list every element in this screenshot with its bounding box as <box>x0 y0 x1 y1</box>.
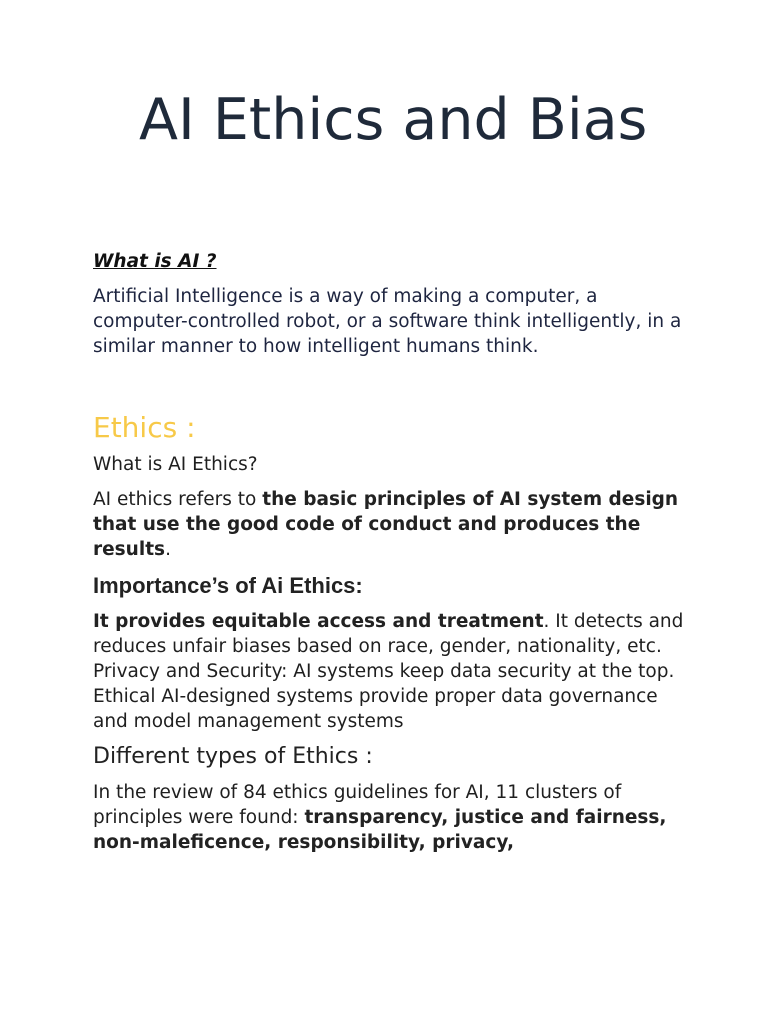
types-bold: transparency, justice and fairness, non-maleficence, responsibility, privacy, <box>93 807 667 853</box>
ai-ethics-question: What is AI Ethics? <box>93 454 258 475</box>
types-heading: Different types of Ethics : <box>93 744 373 769</box>
importance-paragraph <box>93 609 693 734</box>
document-title: AI Ethics and Bias <box>139 87 648 153</box>
definition-bold: the basic principles of AI system design that use the good code of conduct and produces the results <box>93 489 679 560</box>
ethics-heading: Ethics : <box>93 411 196 444</box>
document-body <box>93 250 693 855</box>
importance-bold: It provides equitable access and treatment <box>93 611 544 632</box>
ai-ethics-definition <box>93 487 693 562</box>
what-is-ai-paragraph: Artificial Intelligence is a way of making a computer, a computer-controlled robot, or a software think intelligently, in a similar manner to how intelligent humans think. <box>93 286 682 357</box>
importance-heading: Importance’s of Ai Ethics: <box>93 573 363 598</box>
types-paragraph <box>93 780 693 855</box>
importance-rest: . It detects and reduces unfair biases based on race, gender, nationality, etc. Privacy and Security: AI systems keep data security at the top. Ethical AI-designed systems provide proper data governance and model management systems <box>93 611 684 732</box>
types-prefix: In the review of 84 ethics guidelines for AI, 11 clusters of principles were found: <box>93 782 622 828</box>
what-is-ai-heading: What is AI ? <box>93 251 217 272</box>
definition-prefix: AI ethics refers to <box>93 489 263 510</box>
definition-suffix: . <box>165 539 171 560</box>
